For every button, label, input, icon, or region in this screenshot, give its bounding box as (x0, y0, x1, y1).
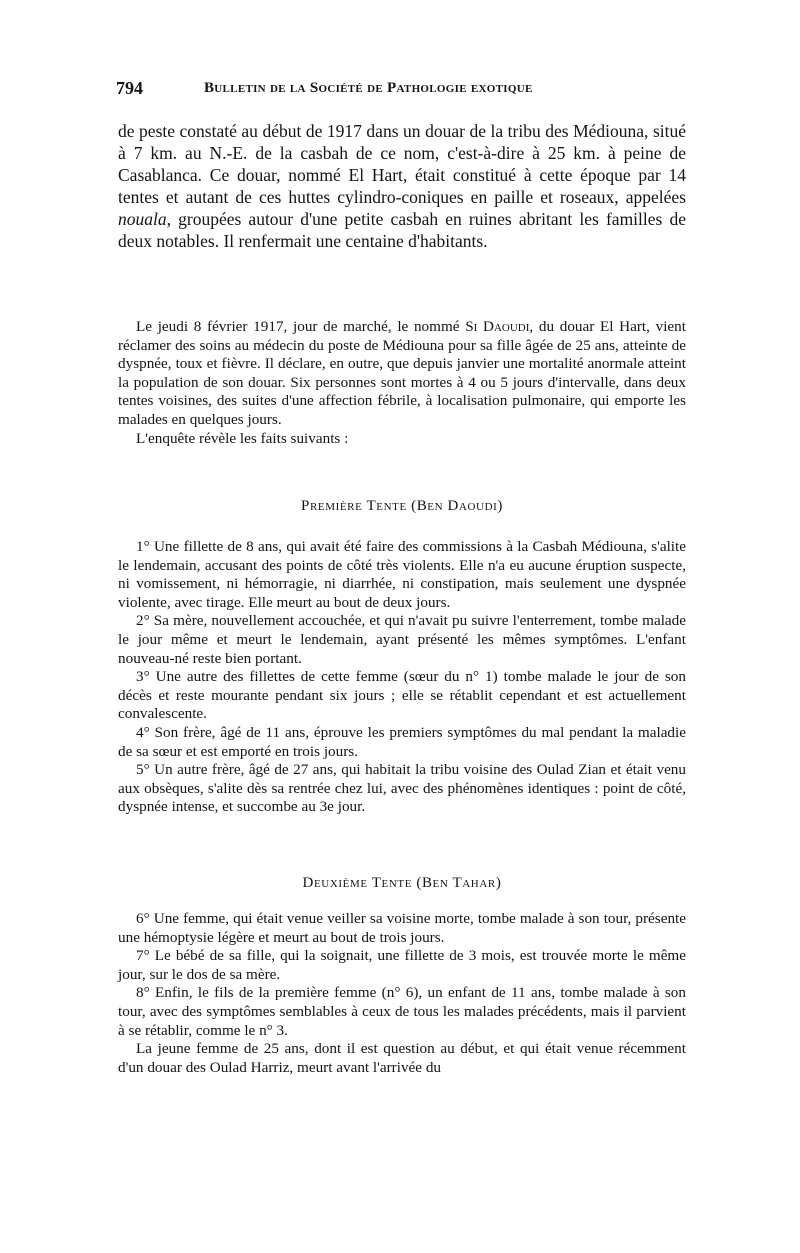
journal-title: Bulletin de la Société de Pathologie exotique (204, 80, 533, 96)
case-paragraph: 1° Une fillette de 8 ans, qui avait été faire des commissions à la Casbah Médiouna, s'alite le lendemain, accusant des points de côté très violents. Elle n'a eu aucune éruption suspecte, ni vomissement, ni hémorragie, ni diarrhée, ni constipation, mais seulement une dyspnée violente, avec tirage. Elle meurt au bout de deux jours. (118, 538, 686, 611)
case-paragraph: 8° Enfin, le fils de la première femme (n° 6), un enfant de 11 ans, tombe malade à son tour, avec des symptômes semblables à ceux de tous les malades précédents, mais il parvient à se rétablir, comme le n° 3. (118, 984, 686, 1039)
report-section (118, 318, 686, 448)
section-1-cases (118, 538, 686, 817)
case-paragraph: La jeune femme de 25 ans, dont il est question au début, et qui était venue récemment d'un douar des Oulad Harriz, meurt avant l'arrivée du (118, 1040, 686, 1076)
page-number: 794 (116, 78, 143, 98)
person-name: Si Daoudi (465, 318, 530, 335)
case-paragraph: 6° Une femme, qui était venue veiller sa voisine morte, tombe malade à son tour, présente une hémoptysie légère et meurt au bout de trois jours. (118, 910, 686, 946)
case-paragraph: 7° Le bébé de sa fille, qui la soignait, une fillette de 3 mois, est trouvée morte le même jour, sur le dos de sa mère. (118, 947, 686, 983)
case-paragraph: 2° Sa mère, nouvellement accouchée, et qui n'avait pu suivre l'enterrement, tombe malade le jour même et meurt le lendemain, ayant présenté les mêmes symptômes. L'enfant nouveau-né reste bien portant. (118, 612, 686, 667)
running-header (116, 78, 686, 102)
section-2-cases (118, 910, 686, 1077)
nouala-term: nouala (118, 209, 167, 229)
case-paragraph: 3° Une autre des fillettes de cette femme (sœur du n° 1) tombe malade le jour de son décès et reste mourante pendant six jours ; elle se rétablit cependant et est actuellement convalescente. (118, 668, 686, 723)
intro-paragraph: de peste constaté au début de 1917 dans un douar de la tribu des Médiouna, situé à 7 km. au N.-E. de la casbah de ce nom, c'est-à-dire à 25 km. à peine de Casablanca. Ce douar, nommé El Hart, était constitué à cette époque par 14 tentes et autant de ces huttes cylindro-coniques en paille et roseaux, appelées nouala, groupées autour d'une petite casbah en ruines abritant les familles de deux notables. Il renfermait une centaine d'habitants. (118, 121, 686, 251)
section-1-heading: Première Tente (Ben Daoudi) (301, 498, 503, 514)
case-paragraph: 4° Son frère, âgé de 11 ans, éprouve les premiers symptômes du mal pendant la maladie de sa sœur et est emporté en trois jours. (118, 723, 686, 760)
inquiry-line: L'enquête révèle les faits suivants : (136, 429, 349, 447)
report-paragraph: Le jeudi 8 février 1917, jour de marché, le nommé Si Daoudi, du douar El Hart, vient réclamer des soins au médecin du poste de Médiouna pour sa fille âgée de 25 ans, atteinte de dyspnée, toux et fièvre. Il déclare, en outre, que depuis janvier une mortalité anormale atteint la population de son douar. Six personnes sont mortes à 4 ou 5 jours d'intervalle, dans deux tentes voisines, des suites d'une affection fébrile, à localisation pulmonaire, qui emporte les malades en quelques jours. (118, 318, 686, 428)
case-paragraph: 5° Un autre frère, âgé de 27 ans, qui habitait la tribu voisine des Oulad Zian et était venu aux obsèques, s'alite dès sa rentrée chez lui, avec des phénomènes identiques : point de côté, dyspnée intense, et succombe au 3e jour. (118, 761, 686, 816)
section-2-heading: Deuxième Tente (Ben Tahar) (302, 875, 502, 891)
